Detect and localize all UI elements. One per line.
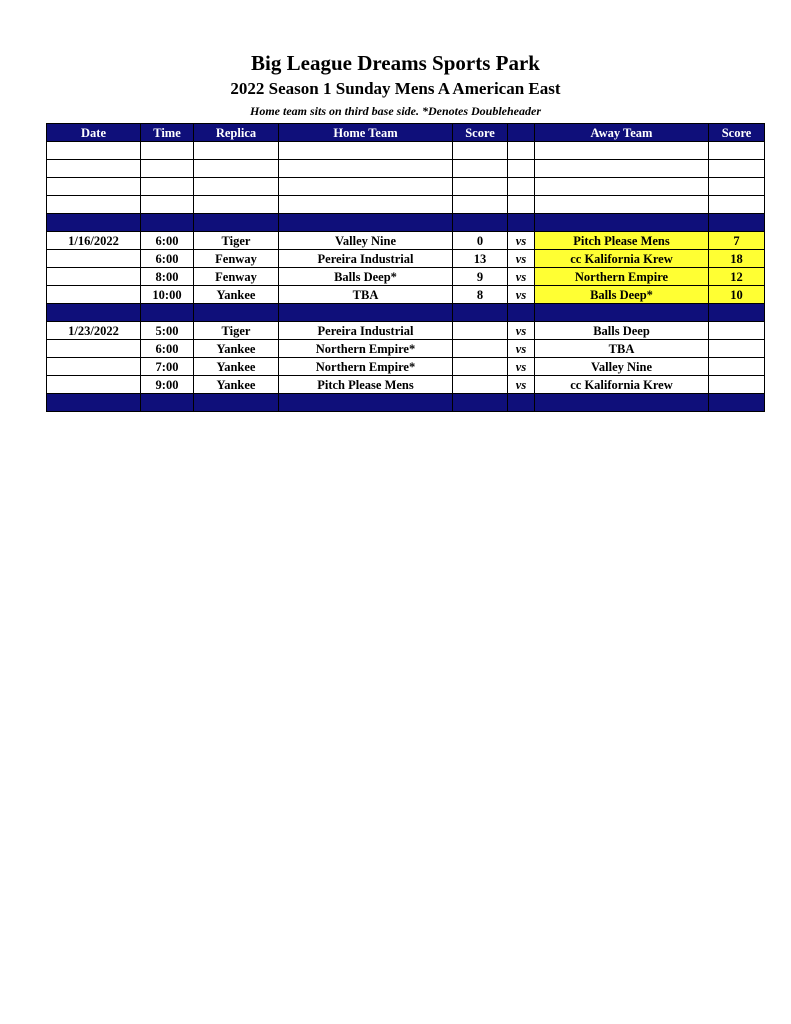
home-score xyxy=(453,340,508,358)
vs-label: vs xyxy=(508,322,535,340)
table-row xyxy=(47,322,765,340)
home-score: 0 xyxy=(453,232,508,250)
home-team: Northern Empire* xyxy=(279,358,453,376)
away-team: cc Kalifornia Krew xyxy=(535,376,709,394)
vs-label: vs xyxy=(508,286,535,304)
home-team: Valley Nine xyxy=(279,232,453,250)
away-score xyxy=(709,322,765,340)
game-field: Yankee xyxy=(194,340,279,358)
home-team: Pereira Industrial xyxy=(279,322,453,340)
table-row xyxy=(47,340,765,358)
game-date xyxy=(47,268,141,286)
game-time: 10:00 xyxy=(141,286,194,304)
table-row xyxy=(47,286,765,304)
game-field: Fenway xyxy=(194,268,279,286)
blank-row xyxy=(47,178,765,196)
away-score xyxy=(709,340,765,358)
game-field: Yankee xyxy=(194,358,279,376)
vs-label: vs xyxy=(508,376,535,394)
away-team: Balls Deep xyxy=(535,322,709,340)
game-time: 6:00 xyxy=(141,232,194,250)
column-header-away-team: Away Team xyxy=(535,124,709,142)
away-team: cc Kalifornia Krew xyxy=(535,250,709,268)
home-team: Pereira Industrial xyxy=(279,250,453,268)
home-team: Northern Empire* xyxy=(279,340,453,358)
header-row xyxy=(47,124,765,142)
column-header-vs xyxy=(508,124,535,142)
away-score: 12 xyxy=(709,268,765,286)
game-time: 6:00 xyxy=(141,250,194,268)
home-score xyxy=(453,322,508,340)
page-subtitle: 2022 Season 1 Sunday Mens A American East xyxy=(230,79,561,98)
game-date xyxy=(47,376,141,394)
blank-row xyxy=(47,196,765,214)
game-date: 1/16/2022 xyxy=(47,232,141,250)
vs-label: vs xyxy=(508,340,535,358)
game-time: 5:00 xyxy=(141,322,194,340)
blank-row xyxy=(47,142,765,160)
game-time: 6:00 xyxy=(141,340,194,358)
game-time: 9:00 xyxy=(141,376,194,394)
home-score: 9 xyxy=(453,268,508,286)
away-team: Balls Deep* xyxy=(535,286,709,304)
column-header-away-score: Score xyxy=(709,124,765,142)
vs-label: vs xyxy=(508,358,535,376)
blank-row xyxy=(47,160,765,178)
schedule-table xyxy=(46,123,765,412)
game-field: Tiger xyxy=(194,322,279,340)
game-date xyxy=(47,286,141,304)
column-header-home-team: Home Team xyxy=(279,124,453,142)
table-row xyxy=(47,250,765,268)
home-score xyxy=(453,358,508,376)
vs-label: vs xyxy=(508,268,535,286)
home-team: TBA xyxy=(279,286,453,304)
game-time: 7:00 xyxy=(141,358,194,376)
away-team: Pitch Please Mens xyxy=(535,232,709,250)
doubleheader-note: Home team sits on third base side. *Denotes Doubleheader xyxy=(250,104,541,118)
table-row xyxy=(47,376,765,394)
separator-band xyxy=(47,214,765,232)
away-team: Valley Nine xyxy=(535,358,709,376)
home-team: Balls Deep* xyxy=(279,268,453,286)
game-date: 1/23/2022 xyxy=(47,322,141,340)
game-time: 8:00 xyxy=(141,268,194,286)
game-date xyxy=(47,358,141,376)
separator-band xyxy=(47,304,765,322)
home-score: 13 xyxy=(453,250,508,268)
away-team: TBA xyxy=(535,340,709,358)
vs-label: vs xyxy=(508,232,535,250)
game-field: Fenway xyxy=(194,250,279,268)
column-header-date: Date xyxy=(47,124,141,142)
game-field: Yankee xyxy=(194,376,279,394)
home-team: Pitch Please Mens xyxy=(279,376,453,394)
separator-band xyxy=(47,394,765,412)
home-score: 8 xyxy=(453,286,508,304)
away-team: Northern Empire xyxy=(535,268,709,286)
game-field: Yankee xyxy=(194,286,279,304)
column-header-home-score: Score xyxy=(453,124,508,142)
game-field: Tiger xyxy=(194,232,279,250)
column-header-time: Time xyxy=(141,124,194,142)
table-row xyxy=(47,358,765,376)
away-score: 7 xyxy=(709,232,765,250)
page-title: Big League Dreams Sports Park xyxy=(251,51,540,75)
home-score xyxy=(453,376,508,394)
vs-label: vs xyxy=(508,250,535,268)
column-header-replica: Replica xyxy=(194,124,279,142)
table-row xyxy=(47,268,765,286)
game-date xyxy=(47,250,141,268)
away-score: 10 xyxy=(709,286,765,304)
away-score xyxy=(709,376,765,394)
away-score xyxy=(709,358,765,376)
game-date xyxy=(47,340,141,358)
table-row xyxy=(47,232,765,250)
away-score: 18 xyxy=(709,250,765,268)
